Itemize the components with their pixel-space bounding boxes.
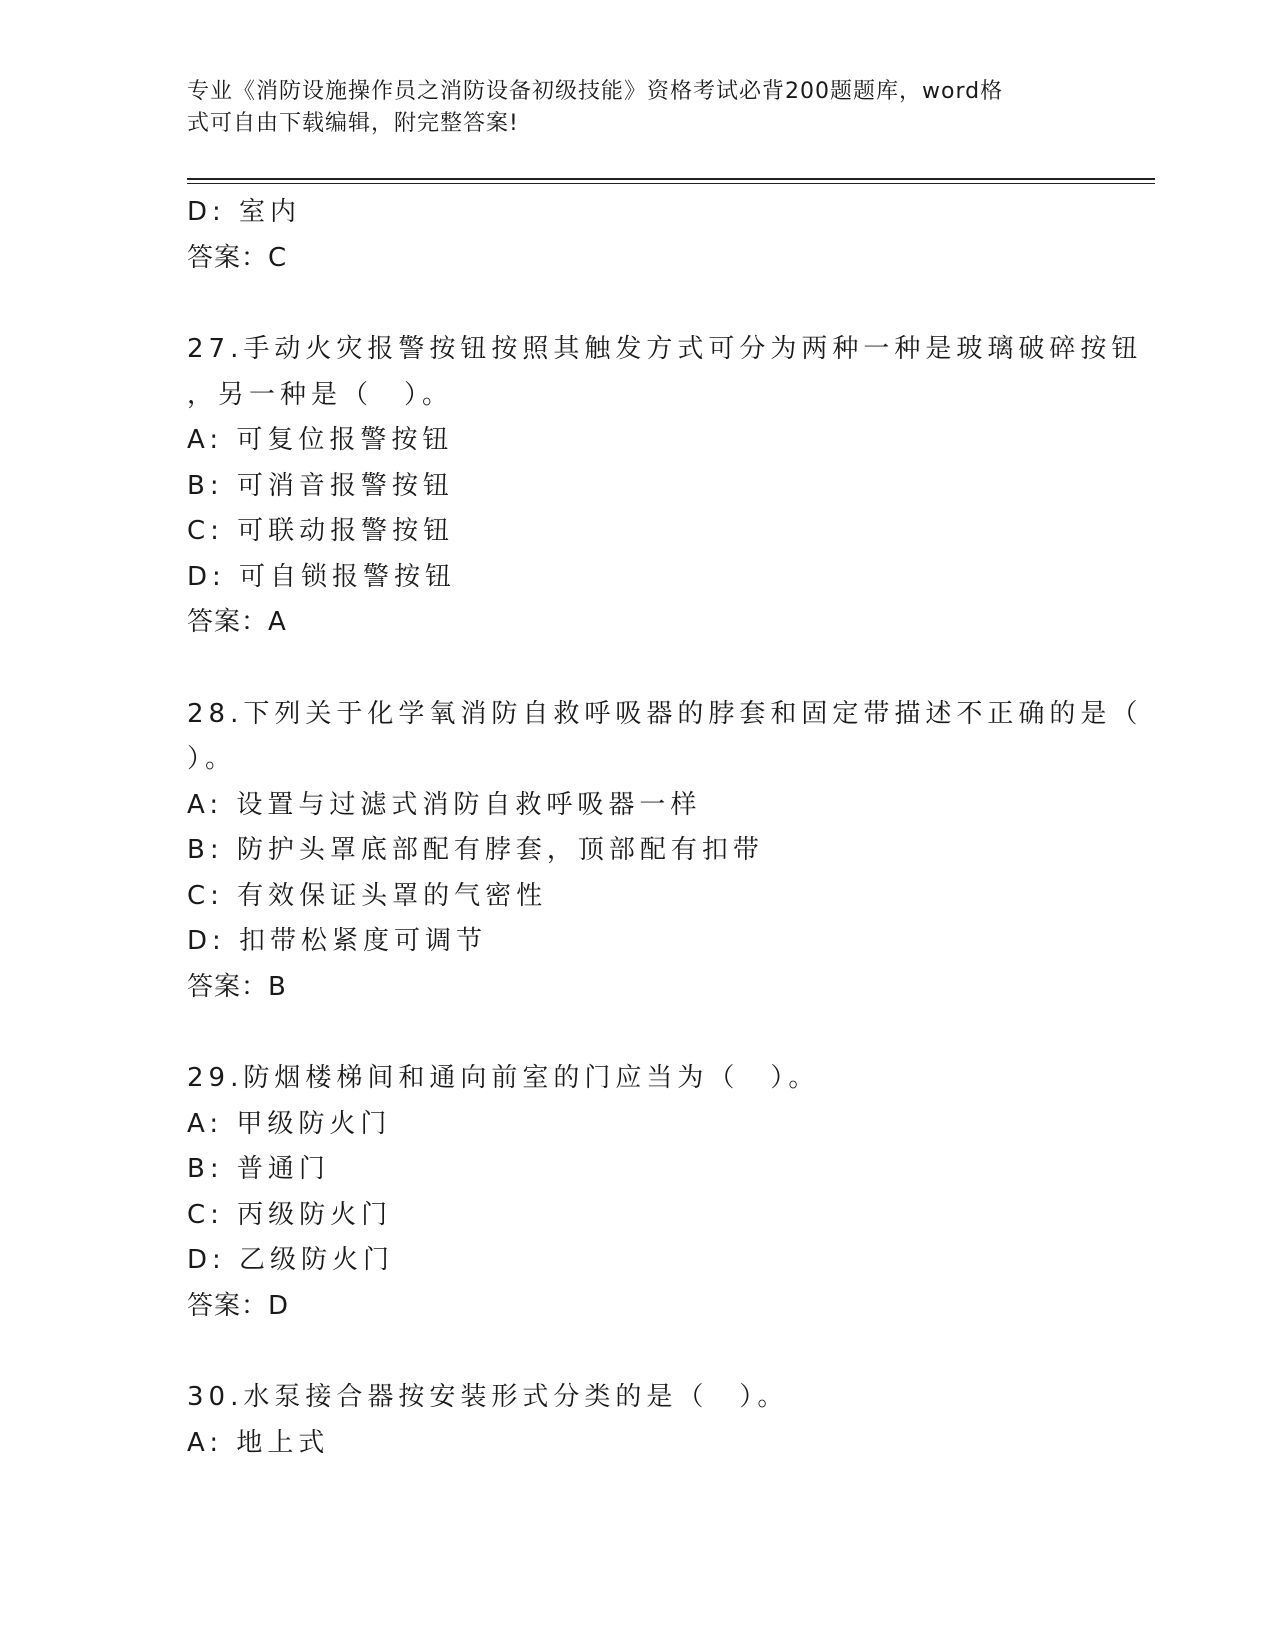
question-28 — [187, 692, 1143, 1011]
option-d: D: 可自锁报警按钮 — [187, 561, 457, 592]
question-26-fragment — [187, 190, 1107, 281]
spacer — [187, 1010, 1107, 1056]
question-text-continued: ）。 — [187, 744, 237, 774]
option-b: B: 可消音报警按钮 — [187, 470, 454, 501]
option-a: A: 甲级防火门 — [187, 1108, 392, 1139]
option-c: C: 可联动报警按钮 — [187, 516, 455, 546]
answer-line: 答案：A — [187, 607, 287, 637]
question-text: 28.下列关于化学氧消防自救呼吸器的脖套和固定带描述不正确的是（ — [187, 698, 1143, 729]
answer-line: 答案：C — [187, 242, 288, 273]
header-divider-thin — [187, 183, 1155, 184]
answer-line: 答案：B — [187, 971, 287, 1002]
document-body — [187, 190, 1143, 1466]
option-b: B: 普通门 — [187, 1154, 330, 1184]
option-c: C: 有效保证头罩的气密性 — [187, 880, 548, 911]
question-text-continued: ，另一种是（ ）。 — [187, 379, 454, 410]
header-line-2: 式可自由下载编辑，附完整答案! — [187, 111, 519, 136]
option-d: D: 室内 — [187, 197, 302, 227]
option-a: A: 设置与过滤式消防自救呼吸器一样 — [187, 789, 702, 820]
option-a: A: 可复位报警按钮 — [187, 425, 454, 455]
question-text: 30.水泵接合器按安装形式分类的是（ ）。 — [187, 1382, 789, 1412]
option-d: D: 扣带松紧度可调节 — [187, 926, 488, 956]
spacer — [187, 1329, 1107, 1375]
question-text: 29.防烟楼梯间和通向前室的门应当为（ ）。 — [187, 1063, 820, 1093]
question-27 — [187, 327, 1143, 646]
option-b: B: 防护头罩底部配有脖套，顶部配有扣带 — [187, 835, 764, 865]
spacer — [187, 281, 1107, 327]
header-line-1: 专业《消防设施操作员之消防设备初级技能》资格考试必背200题题库，word格 — [187, 79, 1004, 104]
question-30 — [187, 1375, 1107, 1466]
question-text: 27.手动火灾报警按钮按照其触发方式可分为两种一种是玻璃破碎按钮 — [187, 334, 1143, 364]
answer-line: 答案：D — [187, 1290, 290, 1321]
option-a: A: 地上式 — [187, 1427, 330, 1458]
option-d: D: 乙级防火门 — [187, 1245, 395, 1275]
question-29 — [187, 1056, 1107, 1329]
spacer — [187, 646, 1107, 692]
page-header — [187, 76, 1087, 140]
option-c: C: 丙级防火门 — [187, 1199, 393, 1230]
header-divider-thick — [187, 178, 1155, 180]
